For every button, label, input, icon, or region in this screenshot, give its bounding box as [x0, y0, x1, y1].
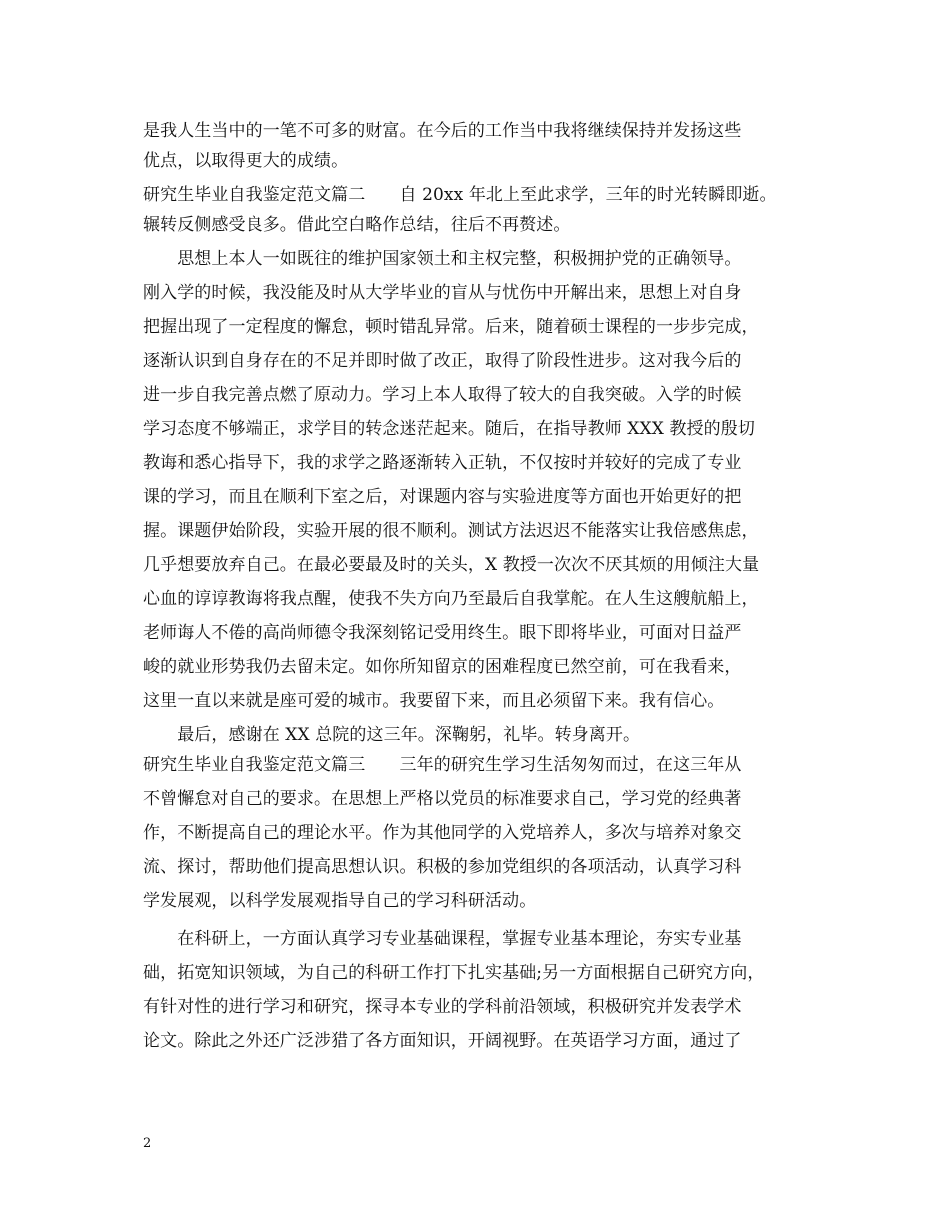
- text-line: 不曾懈怠对自己的要求。在思想上严格以党员的标准要求自己，学习党的经典著: [143, 789, 742, 809]
- text-line: 教诲和悉心指导下，我的求学之路逐渐转入正轨，不仅按时并较好的完成了专业: [143, 453, 742, 473]
- text-line: 有针对性的进行学习和研究，探寻本专业的学科前沿领域，积极研究并发表学术: [143, 997, 742, 1017]
- text-line: 把握出现了一定程度的懈怠，顿时错乱异常。后来，随着硕士课程的一步步完成，: [143, 317, 759, 337]
- text-line: 流、探讨，帮助他们提高思想认识。积极的参加党组织的各项活动，认真学习科: [143, 857, 742, 877]
- body-text: [143, 116, 823, 1056]
- text-line: 刚入学的时候，我没能及时从大学毕业的盲从与忧伤中开解出来，思想上对自身: [143, 283, 742, 303]
- page-number: 2: [143, 1136, 152, 1151]
- text-line: 课的学习，而且在顺利下室之后，对课题内容与实验进度等方面也开始更好的把: [143, 487, 742, 507]
- text-line: 思想上本人一如既往的维护国家领土和主权完整，积极拥护党的正确领导。: [143, 249, 742, 269]
- section-heading-line: 研究生毕业自我鉴定范文篇三 三年的研究生学习生活匆匆而过，在这三年从: [143, 755, 742, 775]
- text-line: 峻的就业形势我仍去留未定。如你所知留京的困难程度已然空前，可在我看来，: [143, 657, 742, 677]
- section-heading-line: 研究生毕业自我鉴定范文篇二 自 20xx 年北上至此求学，三年的时光转瞬即逝。: [143, 185, 777, 205]
- text-line: 逐渐认识到自身存在的不足并即时做了改正，取得了阶段性进步。这对我今后的: [143, 351, 742, 371]
- text-line: 老师诲人不倦的高尚师德令我深刻铭记受用终生。眼下即将毕业，可面对日益严: [143, 623, 742, 643]
- text-line: 论文。除此之外还广泛涉猎了各方面知识，开阔视野。在英语学习方面，通过了: [143, 1031, 742, 1051]
- text-line: 学习态度不够端正，求学目的转念迷茫起来。随后，在指导教师 XXX 教授的殷切: [143, 419, 755, 439]
- text-line: 优点，以取得更大的成绩。: [143, 151, 349, 171]
- text-line: 几乎想要放弃自己。在最必要最及时的关头，X 教授一次次不厌其烦的用倾注大量: [143, 555, 760, 575]
- text-line: 在科研上，一方面认真学习专业基础课程，掌握专业基本理论，夯实专业基: [143, 929, 742, 949]
- text-line: 作，不断提高自己的理论水平。作为其他同学的入党培养人，多次与培养对象交: [143, 823, 742, 843]
- text-line: 础，拓宽知识领域，为自己的科研工作打下扎实基础;另一方面根据自己研究方向，: [143, 963, 765, 983]
- text-line: 这里一直以来就是座可爱的城市。我要留下来，而且必须留下来。我有信心。: [143, 691, 725, 711]
- text-line: 学发展观，以科学发展观指导自己的学习科研活动。: [143, 891, 537, 911]
- text-line: 辗转反侧感受良多。借此空白略作总结，往后不再赘述。: [143, 215, 571, 235]
- text-line: 是我人生当中的一笔不可多的财富。在今后的工作当中我将继续保持并发扬这些: [143, 121, 742, 141]
- text-line: 进一步自我完善点燃了原动力。学习上本人取得了较大的自我突破。入学的时候: [143, 385, 742, 405]
- text-line: 心血的谆谆教诲将我点醒，使我不失方向乃至最后自我掌舵。在人生这艘航船上，: [143, 589, 759, 609]
- text-line: 握。课题伊始阶段，实验开展的很不顺利。测试方法迟迟不能落实让我倍感焦虑，: [143, 521, 759, 541]
- text-line: 最后，感谢在 XX 总院的这三年。深鞠躬，礼毕。转身离开。: [143, 725, 641, 745]
